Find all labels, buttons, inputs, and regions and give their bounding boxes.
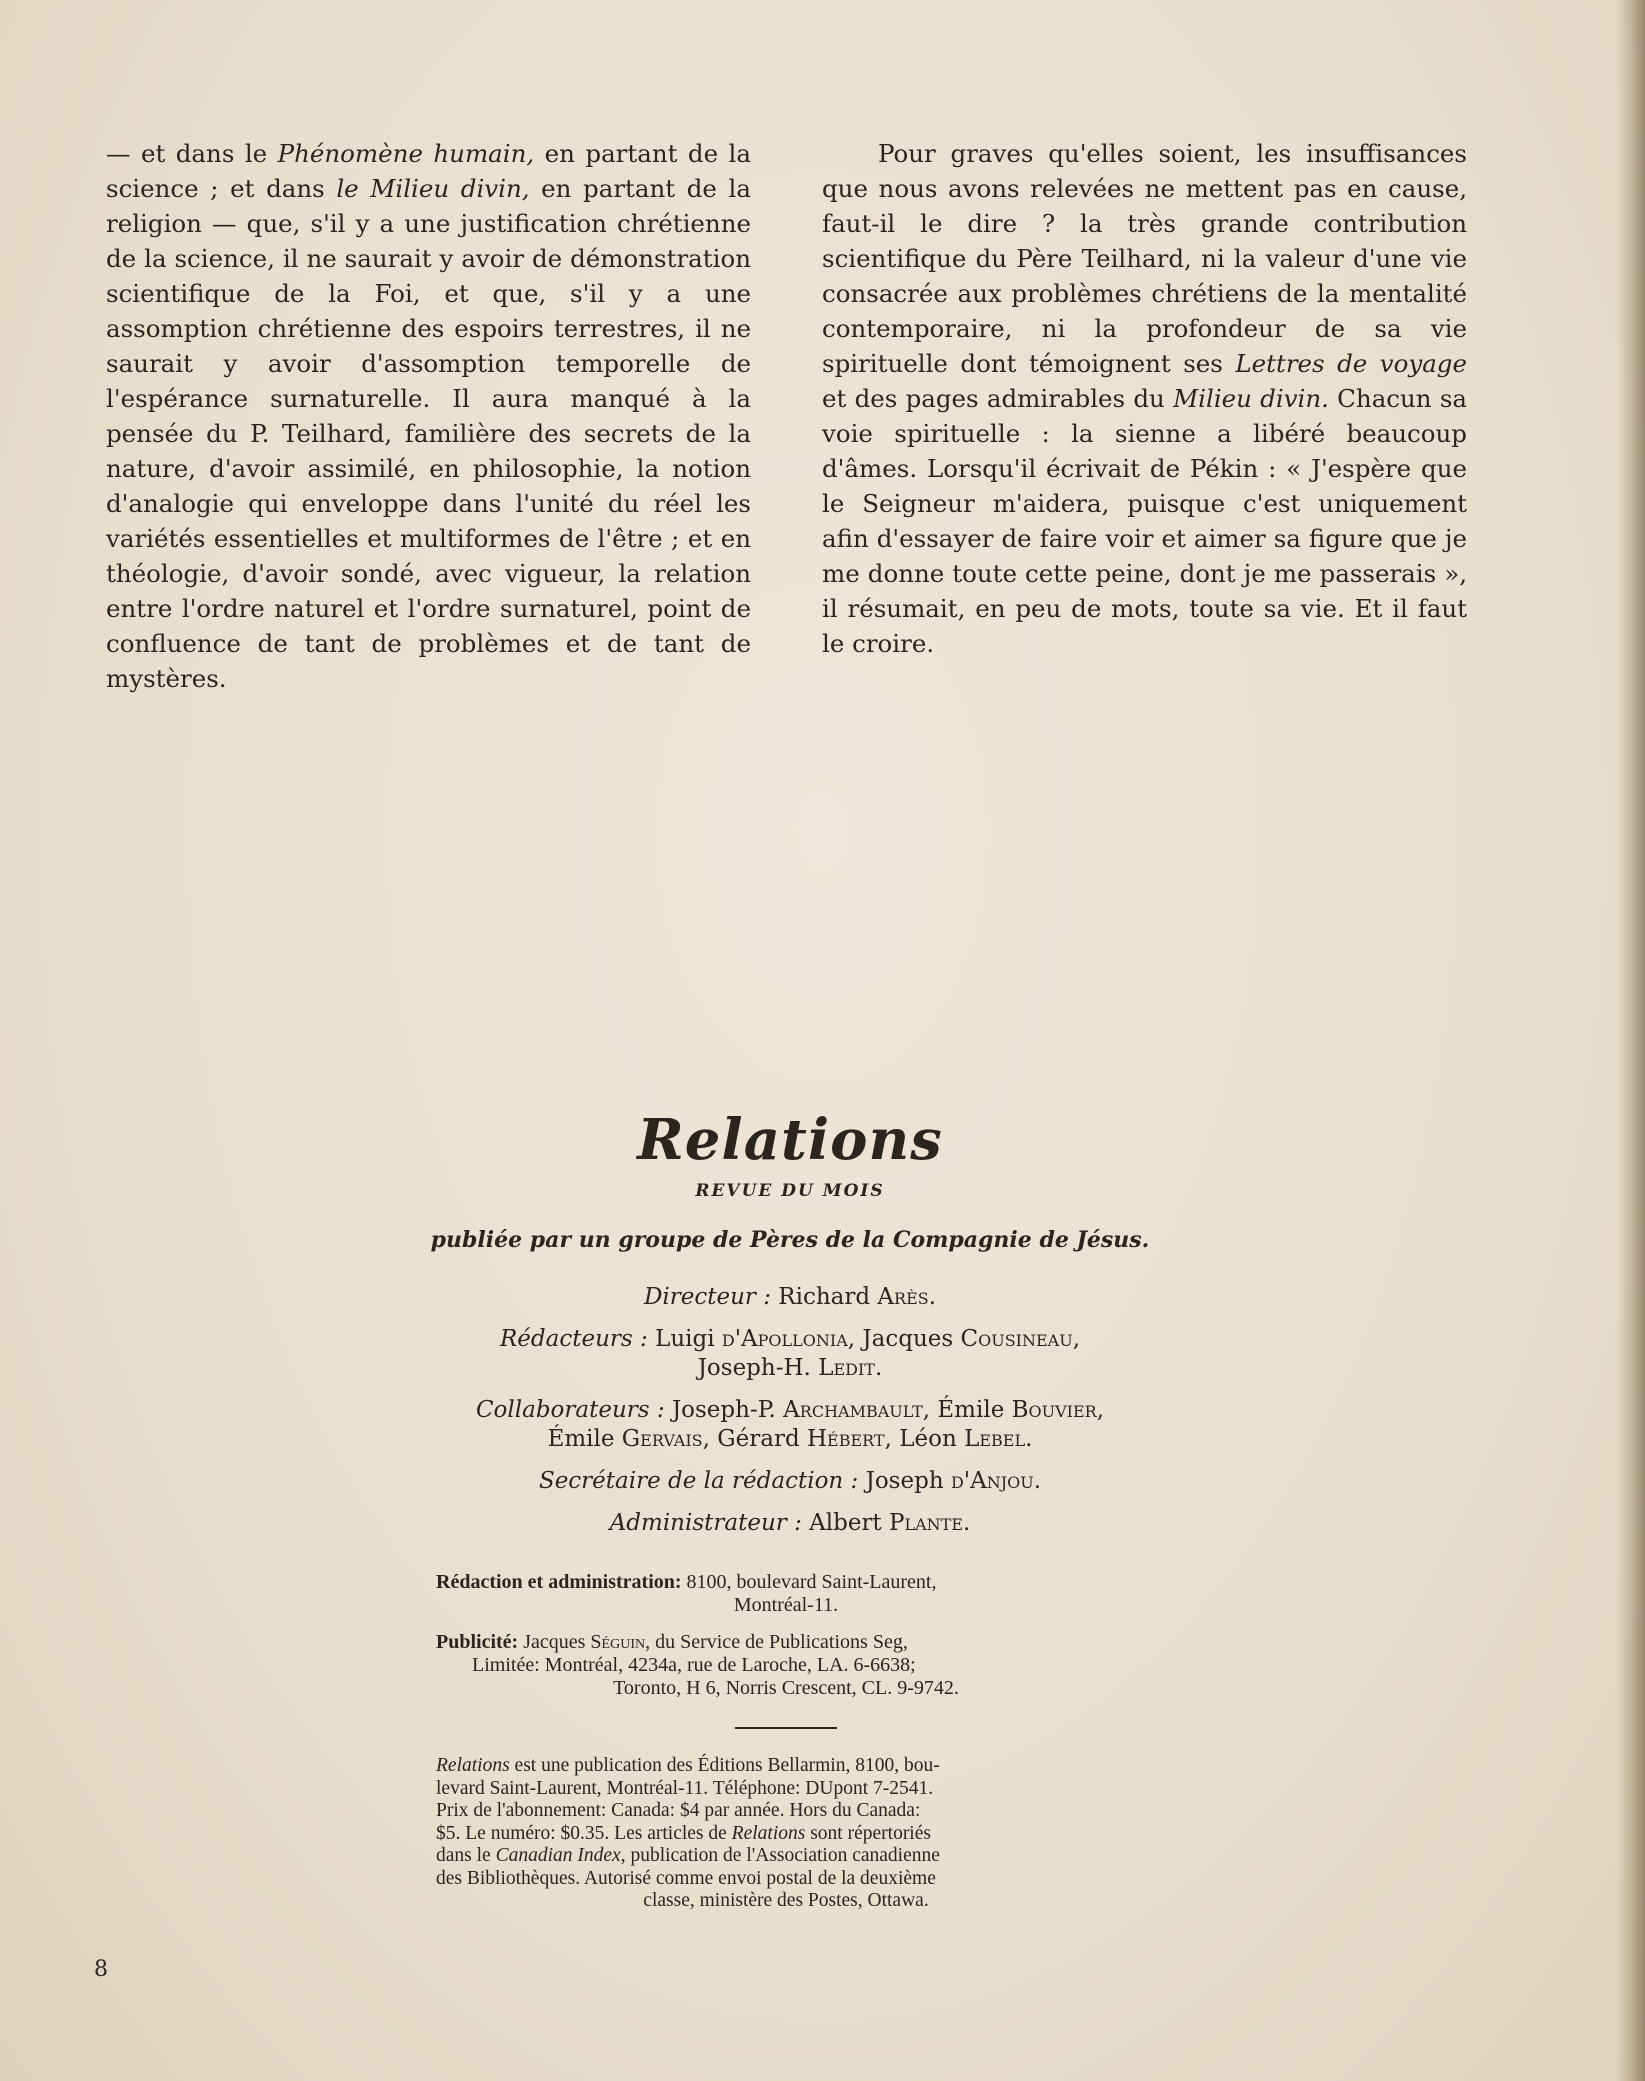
publication-notice — [436, 1755, 1136, 1913]
notice-text: , publication de l'Association canadienne — [620, 1845, 940, 1866]
italic-title: Lettres de voyage — [1235, 349, 1467, 378]
staff-role: Administrateur : — [609, 1510, 802, 1536]
page-edge-shadow — [1617, 0, 1645, 2081]
publisher-line: publiée par un groupe de Pères de la Compagnie de Jésus. — [430, 1227, 1150, 1253]
text-run: en partant de la religion — que, s'il y a une justification chrétienne de la science, il ne saurait y avoir de démonstration scientifique de la Foi, et que, s'il y a une assomption chrétienne des espoirs terrestres, il ne saurait y avoir d'assomption temporelle de l'espérance surnaturelle. Il aura manqué à la pensée du P. Teilhard, familière des secrets de la nature, d'avoir assimilé, en philosophie, la notion d'analogie qui enveloppe dans l'unité du réel les variétés essentielles et multiformes de l'être ; et en théologie, d'avoir sondé, avec vigueur, la relation entre l'ordre naturel et l'ordre surnaturel, point de confluence de tant de problèmes et de tant de mystères. — [106, 174, 751, 693]
staff-surname: Lebel. — [964, 1426, 1033, 1452]
staff-list — [420, 1283, 1160, 1538]
relations-logo: Relations — [637, 1107, 943, 1173]
staff-surname: Arès. — [877, 1284, 937, 1310]
staff-surname: Plante. — [889, 1510, 971, 1536]
notice-line: des Bibliothèques. Autorisé comme envoi postal de la deuxième — [436, 1867, 936, 1889]
notice-line — [436, 1823, 1136, 1846]
publicite-block — [436, 1631, 1136, 1700]
divider-rule — [735, 1727, 837, 1729]
info-text: , du Service de Publications Seg, — [645, 1631, 908, 1653]
page-number: 8 — [94, 1957, 108, 1982]
staff-directeur — [420, 1283, 1160, 1312]
notice-text: $5. Le numéro: $0.35. Les articles de — [436, 1822, 732, 1844]
staff-role: Directeur : — [643, 1284, 771, 1310]
staff-surname: Bouvier, — [1011, 1397, 1105, 1423]
staff-collaborateurs — [420, 1396, 1160, 1454]
notice-text: est une publication des Éditions Bellarmin, 8100, bou- — [509, 1755, 940, 1776]
info-line: Limitée: Montréal, 4234a, rue de Laroche, LA. 6-6638; — [472, 1654, 916, 1676]
notice-italic: Canadian Index — [495, 1845, 621, 1866]
staff-surname: Hébert — [806, 1426, 885, 1452]
italic-title: Phénomène humain, — [277, 139, 535, 168]
italic-title: le Milieu divin, — [336, 174, 530, 203]
left-column-text — [106, 136, 751, 696]
staff-name: , Jacques — [847, 1326, 961, 1352]
notice-line — [436, 1755, 1136, 1778]
staff-name: Luigi — [655, 1326, 722, 1352]
staff-secretaire — [420, 1467, 1160, 1496]
text-run: en partant de la science ; et dans — [106, 139, 751, 203]
masthead — [420, 1105, 1160, 1551]
staff-name: Joseph-P. — [671, 1397, 784, 1423]
staff-name: Albert — [809, 1510, 889, 1536]
staff-surname: d'Anjou. — [950, 1468, 1042, 1494]
notice-line: classe, ministère des Postes, Ottawa. — [643, 1890, 929, 1911]
info-line: Montréal-11. — [733, 1594, 839, 1616]
text-run: — et dans le — [106, 139, 278, 168]
staff-name: , Léon — [884, 1426, 965, 1452]
notice-italic: Relations — [731, 1822, 806, 1844]
info-surname: Séguin — [590, 1631, 646, 1653]
contact-info — [436, 1571, 1136, 1714]
notice-line: Prix de l'abonnement: Canada: $4 par année. Hors du Canada: — [436, 1800, 921, 1821]
info-text: 8100, boulevard Saint-Laurent, — [681, 1571, 937, 1593]
text-run: Pour graves qu'elles soient, les insuffisances que nous avons relevées ne mettent pas en cause, faut-il le dire ? la très grande contribution scientifique du Père Teilhard, ni la valeur d'une vie consacrée aux problèmes chrétiens de la mentalité contemporaire, ni la profondeur de sa vie spirituelle dont témoignent ses — [822, 139, 1467, 378]
staff-name: Émile — [547, 1426, 622, 1452]
notice-text: sont répertoriés — [805, 1822, 931, 1844]
right-paragraph — [822, 136, 1467, 661]
staff-surname: Archambault — [783, 1397, 923, 1423]
notice-italic: Relations — [436, 1755, 510, 1776]
italic-title: Milieu divin. — [1173, 384, 1329, 413]
staff-surname: Ledit. — [818, 1355, 883, 1381]
staff-name: , Émile — [922, 1397, 1012, 1423]
staff-surname: Cousineau, — [960, 1326, 1081, 1352]
right-column-text — [822, 136, 1467, 661]
staff-surname: Gervais — [621, 1426, 703, 1452]
left-paragraph — [106, 136, 751, 696]
info-line — [436, 1571, 1136, 1594]
staff-redacteurs — [420, 1325, 1160, 1383]
notice-text: dans le — [436, 1845, 496, 1866]
text-run: et des pages admirables du — [822, 384, 1174, 413]
tagline: REVUE DU MOIS — [695, 1181, 885, 1201]
notice-line: levard Saint-Laurent, Montréal-11. Téléphone: DUpont 7-2541. — [436, 1777, 934, 1799]
staff-name: Joseph — [865, 1468, 951, 1494]
staff-role: Collaborateurs : — [475, 1397, 665, 1423]
info-line — [436, 1631, 1136, 1654]
info-label: Publicité: — [436, 1631, 519, 1653]
redaction-block — [436, 1571, 1136, 1617]
staff-role: Rédacteurs : — [499, 1326, 648, 1352]
staff-name: Joseph-H. — [697, 1355, 819, 1381]
info-label: Rédaction et administration: — [436, 1571, 682, 1593]
text-run: Chacun sa voie spirituelle : la sienne a libéré beaucoup d'âmes. Lorsqu'il écrivait de Pékin : « J'espère que le Seigneur m'aidera, puisque c'est uniquement afin d'essayer de faire voir et aimer sa figure que je me donne toute cette peine, dont je me passerais », il résumait, en peu de mots, toute sa vie. Et il faut le croire. — [822, 384, 1467, 658]
info-text: Jacques — [518, 1631, 591, 1653]
staff-administrateur — [420, 1509, 1160, 1538]
staff-surname: d'Apollonia — [721, 1326, 848, 1352]
notice-line — [436, 1845, 1136, 1868]
staff-role: Secrétaire de la rédaction : — [538, 1468, 859, 1494]
staff-name: Richard — [778, 1284, 878, 1310]
info-line: Toronto, H 6, Norris Crescent, CL. 9-9742. — [613, 1677, 959, 1699]
staff-name: , Gérard — [702, 1426, 807, 1452]
